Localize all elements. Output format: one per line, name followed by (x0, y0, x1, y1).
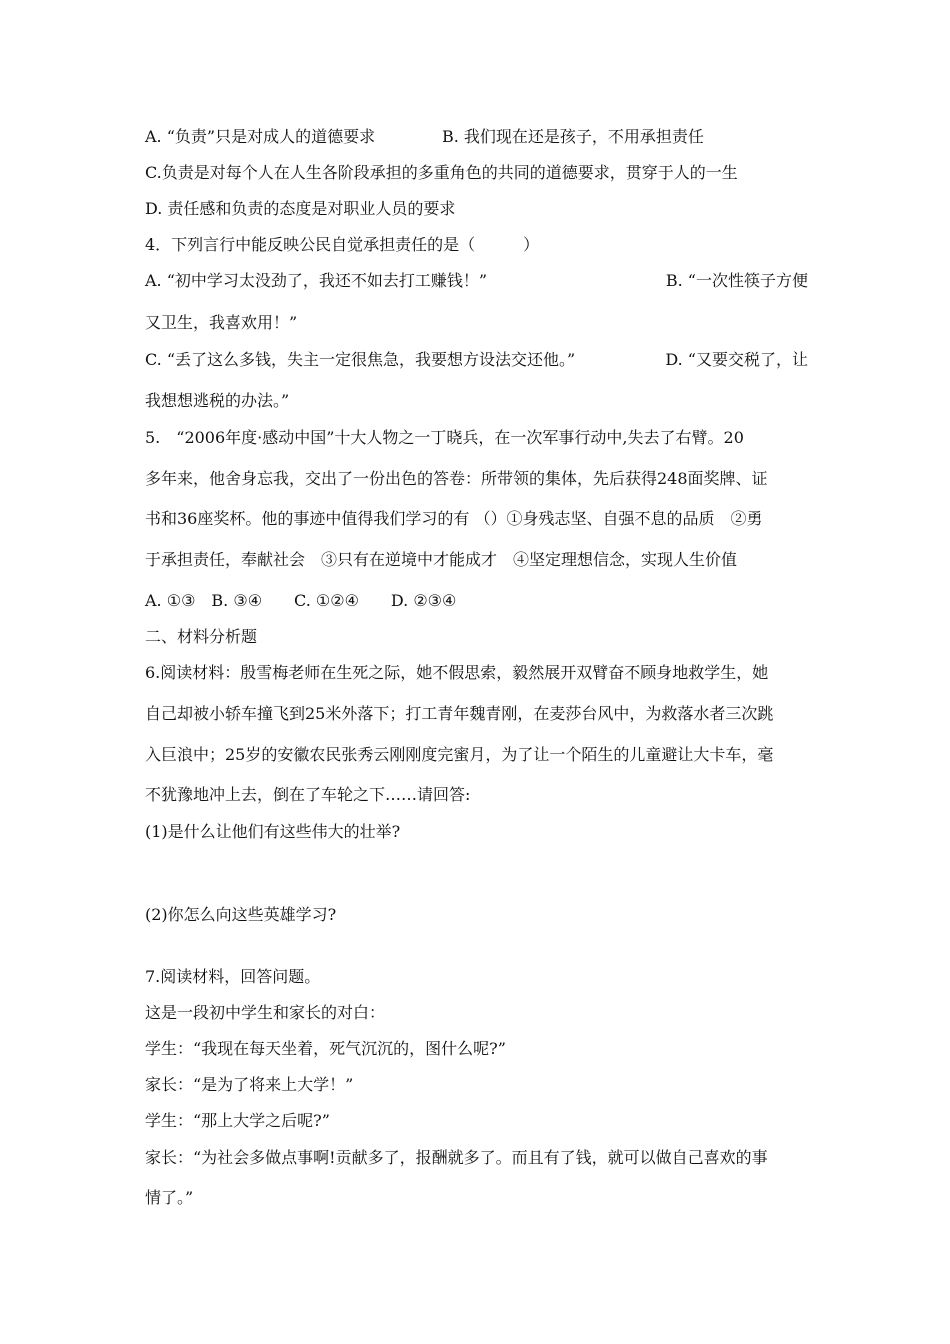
section-title: 二、材料分析题 (145, 627, 258, 646)
q7-intro: 这是一段初中学生和家长的对白： (145, 1003, 386, 1022)
q3-option-b: B. 我们现在还是孩子，不用承担责任 (442, 127, 704, 146)
q3-option-a: A. “负责”只是对成人的道德要求 (145, 127, 376, 146)
q6-line-4: 不犹豫地冲上去，倒在了车轮之下……请回答: (145, 785, 471, 804)
q5-line-1: 5. “2006年度·感动中国”十大人物之一丁晓兵，在一次军事行动中,失去了右臂。20 (145, 428, 744, 447)
q4-option-b-continued: 又卫生，我喜欢用！” (145, 313, 298, 332)
q6-sub-question-2: (2)你怎么向这些英雄学习? (145, 905, 337, 924)
q7-dialogue-1: 学生：“我现在每天坐着，死气沉沉的，图什么呢?” (145, 1039, 506, 1058)
q5-line-3: 书和36座奖杯。他的事迹中值得我们学习的有 （）①身残志坚、自强不息的品质 ②勇 (145, 509, 763, 528)
q4-options-ab (145, 271, 808, 291)
q7-dialogue-4-continued: 情了。” (145, 1188, 194, 1207)
q6-line-3: 入巨浪中；25岁的安徽农民张秀云刚刚度完蜜月，为了让一个陌生的儿童避让大卡车，毫 (145, 745, 774, 764)
q7-dialogue-4: 家长：“为社会多做点事啊!贡献多了，报酬就多了。而且有了钱，就可以做自己喜欢的事 (145, 1148, 768, 1167)
q4-stem: 4．下列言行中能反映公民自觉承担责任的是（ ） (145, 235, 540, 254)
q6-sub-question-1: (1)是什么让他们有这些伟大的壮举? (145, 822, 401, 841)
q4-option-d: D. “又要交税了，让 (665, 350, 808, 369)
q5-line-4: 于承担责任，奉献社会 ③只有在逆境中才能成才 ④坚定理想信念，实现人生价值 (145, 550, 738, 569)
q4-option-a: A. “初中学习太没劲了，我还不如去打工赚钱！” (145, 271, 488, 290)
q4-option-c: C. “丢了这么多钱，失主一定很焦急，我要想方设法交还他。” (145, 350, 576, 369)
q6-line-1: 6.阅读材料：殷雪梅老师在生死之际，她不假思索，毅然展开双臂奋不顾身地救学生，她 (145, 663, 769, 682)
q3-option-c: C.负责是对每个人在人生各阶段承担的多重角色的共同的道德要求，贯穿于人的一生 (145, 163, 738, 182)
q7-dialogue-3: 学生：“那上大学之后呢?” (145, 1111, 330, 1130)
q7-stem: 7.阅读材料，回答问题。 (145, 967, 321, 986)
q4-options-cd (145, 350, 808, 370)
q4-option-d-continued: 我想想逃税的办法。” (145, 391, 290, 410)
q6-line-2: 自己却被小轿车撞飞到25米外落下；打工青年魏青刚，在麦莎台风中，为救落水者三次跳 (145, 704, 774, 723)
q3-option-d: D. 责任感和负责的态度是对职业人员的要求 (145, 199, 456, 218)
q4-option-b: B. “一次性筷子方便 (665, 271, 808, 290)
q7-dialogue-2: 家长：“是为了将来上大学！” (145, 1075, 354, 1094)
q5-options: A. ①③ B. ③④ C. ①②④ D. ②③④ (145, 591, 457, 610)
q5-line-2: 多年来，他舍身忘我，交出了一份出色的答卷：所带领的集体，先后获得248面奖牌、证 (145, 469, 768, 488)
